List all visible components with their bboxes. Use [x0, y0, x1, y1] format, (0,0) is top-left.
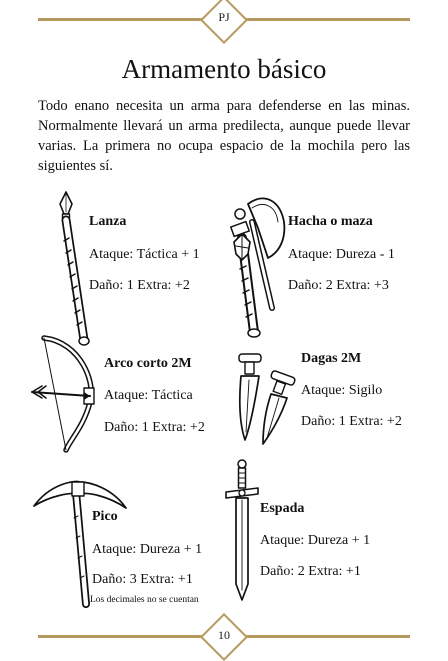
weapon-name-lanza: Lanza	[89, 214, 127, 229]
weapon-name-espada: Espada	[260, 501, 305, 516]
weapon-attack-arco: Ataque: Táctica	[104, 388, 193, 403]
bow-icon	[30, 332, 100, 457]
weapon-name-pico: Pico	[92, 509, 118, 524]
sword-icon	[222, 458, 262, 603]
weapon-damage-pico: Daño: 3 Extra: +1	[92, 572, 193, 587]
daggers-icon	[233, 352, 303, 447]
header-rule-left	[38, 18, 204, 21]
weapon-attack-espada: Ataque: Dureza + 1	[260, 533, 371, 548]
footnote: Los decimales no se cuentan	[90, 595, 199, 605]
header-label: PJ	[218, 10, 230, 24]
weapon-attack-pico: Ataque: Dureza + 1	[92, 542, 203, 557]
intro-paragraph: Todo enano necesita un arma para defenderse en las minas. Normalmente llevará un arma predilecta, aunque puede llevar varias. La primera no ocupa espacio de la mochila pero las siguientes sí.	[38, 98, 410, 174]
weapon-damage-espada: Daño: 2 Extra: +1	[260, 564, 361, 579]
spear-icon	[48, 190, 93, 350]
weapon-attack-dagas: Ataque: Sigilo	[301, 383, 383, 398]
page-title: Armamento básico	[121, 54, 327, 84]
axe-mace-icon	[228, 190, 288, 340]
weapon-attack-hacha: Ataque: Dureza - 1	[288, 247, 395, 262]
weapon-name-dagas: Dagas 2M	[301, 351, 362, 366]
weapon-attack-lanza: Ataque: Táctica + 1	[89, 247, 200, 262]
page-number: 10	[218, 628, 230, 642]
footer-rule-left	[38, 635, 204, 638]
weapon-damage-dagas: Daño: 1 Extra: +2	[301, 414, 402, 429]
weapon-name-arco: Arco corto 2M	[104, 356, 192, 371]
weapon-damage-hacha: Daño: 2 Extra: +3	[288, 278, 389, 293]
weapon-damage-arco: Daño: 1 Extra: +2	[104, 420, 205, 435]
header-rule-right	[244, 18, 410, 21]
weapon-damage-lanza: Daño: 1 Extra: +2	[89, 278, 190, 293]
weapon-name-hacha: Hacha o maza	[288, 214, 373, 229]
footer-rule-right	[244, 635, 410, 638]
